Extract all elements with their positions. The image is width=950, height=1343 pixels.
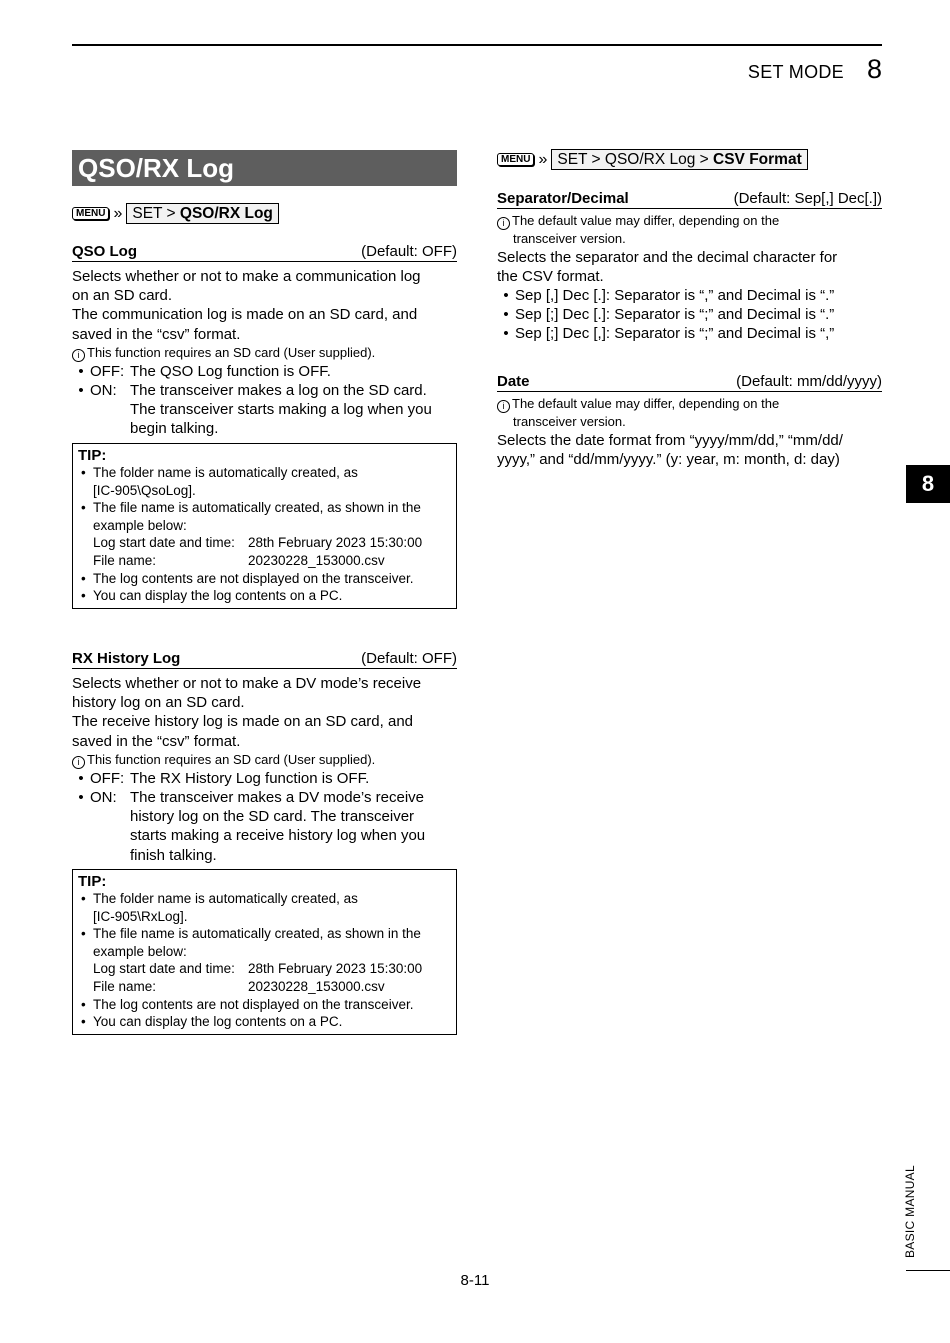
separator-note-cont: transceiver version. [513, 231, 626, 246]
rx-option-on: • ON: The transceiver makes a DV mode’s receive history log on the SD card. The transceiver starts making a receive history log when you finish talking. [78, 789, 426, 864]
qso-log-desc1: Selects whether or not to make a communication log [72, 268, 421, 285]
tip-item: • The log contents are not displayed on the transceiver. [81, 570, 414, 586]
menu-arrow: » [538, 150, 548, 168]
qso-log-note: i This function requires an SD card (User supplied). [72, 344, 457, 362]
tip-example-row: File name: 20230228_153000.csv [93, 978, 385, 994]
date-title: Date [497, 373, 530, 390]
rx-log-desc2: history log on an SD card. [72, 694, 245, 712]
left-menu-path [72, 203, 279, 224]
info-icon: i [72, 756, 85, 769]
tip-item: • The log contents are not displayed on the transceiver. [81, 996, 414, 1012]
tip-example-row: Log start date and time: 28th February 2023 15:30:00 [93, 535, 423, 551]
tip-item: • The file name is automatically created, as shown in the example below: [81, 926, 421, 959]
tip-item: • The folder name is automatically created, as [IC-905\RxLog]. [81, 891, 358, 924]
header-rule [72, 44, 882, 46]
chapter-tab: 8 [906, 465, 950, 503]
tip-example-row: File name: 20230228_153000.csv [93, 552, 385, 568]
tip-example-row: Log start date and time: 28th February 2023 15:30:00 [93, 961, 423, 977]
qso-log-desc4: saved in the “csv” format. [72, 325, 241, 343]
qso-log-heading [72, 243, 457, 262]
separator-title: Separator/Decimal [497, 190, 629, 207]
date-default: (Default: mm/dd/yyyy) [736, 373, 882, 390]
qso-option-on: • ON: The transceiver makes a log on the SD card. The transceiver starts making a log when you begin talking. [78, 382, 432, 438]
menu-path-box [126, 203, 279, 224]
header-chapter-number: 8 [866, 54, 882, 84]
header-section-title: SET MODE [747, 62, 844, 82]
rx-tip-box [72, 869, 457, 1035]
date-desc2: yyyy,” and “dd/mm/yyyy.” (y: year, m: month, d: day) [497, 450, 840, 468]
tip-item: • You can display the log contents on a PC. [81, 1014, 343, 1030]
menu-path-box [551, 149, 807, 170]
info-icon: i [497, 400, 510, 413]
separator-heading [497, 190, 882, 209]
separator-option: • Sep [;] Dec [.]: Separator is “;” and Decimal is “.” [503, 306, 835, 324]
menu-key-icon: MENU [72, 207, 109, 220]
path-prefix: SET > QSO/RX Log > [557, 151, 714, 168]
tip-title: TIP: [78, 873, 107, 890]
rx-log-title: RX History Log [72, 650, 181, 667]
rx-log-default: (Default: OFF) [361, 650, 457, 667]
qso-option-off: • OFF: The QSO Log function is OFF. [78, 362, 331, 380]
separator-option: • Sep [;] Dec [,]: Separator is “;” and Decimal is “,” [503, 325, 835, 343]
separator-desc1: Selects the separator and the decimal character for [497, 248, 838, 266]
side-rule [906, 1270, 950, 1271]
rx-log-desc4: saved in the “csv” format. [72, 732, 241, 750]
section-banner: QSO/RX Log [72, 150, 457, 186]
rx-log-desc3: The receive history log is made on an SD card, and [72, 713, 414, 731]
qso-log-desc3: The communication log is made on an SD card, and [72, 306, 418, 324]
info-icon: i [497, 217, 510, 230]
menu-arrow: » [113, 204, 123, 222]
separator-note: i The default value may differ, depending on the [497, 212, 882, 230]
qso-log-desc2: on an SD card. [72, 287, 173, 305]
separator-desc2: the CSV format. [497, 267, 604, 285]
rx-log-section [72, 650, 457, 865]
right-menu-path [497, 149, 808, 170]
tip-item: • The file name is automatically created, as shown in the example below: [81, 500, 421, 533]
menu-key-icon: MENU [497, 153, 534, 166]
rx-option-off: • OFF: The RX History Log function is OFF. [78, 769, 370, 787]
tip-item: • You can display the log contents on a PC. [81, 588, 343, 604]
rx-log-note: i This function requires an SD card (User supplied). [72, 751, 457, 769]
date-heading [497, 373, 882, 392]
date-desc1: Selects the date format from “yyyy/mm/dd,” “mm/dd/ [497, 431, 843, 449]
qso-log-default: (Default: OFF) [361, 243, 457, 260]
separator-section [497, 190, 882, 344]
date-note-cont: transceiver version. [513, 414, 626, 429]
date-section [497, 373, 882, 469]
side-label: BASIC MANUAL [903, 1165, 917, 1258]
separator-option: • Sep [,] Dec [.]: Separator is “,” and Decimal is “.” [503, 286, 835, 304]
rx-log-heading [72, 650, 457, 669]
rx-log-desc1: Selects whether or not to make a DV mode’s receive [72, 675, 422, 692]
path-prefix: SET > [132, 205, 180, 222]
tip-title: TIP: [78, 447, 107, 464]
separator-default: (Default: Sep[,] Dec[.]) [733, 190, 882, 207]
date-note: i The default value may differ, depending on the [497, 395, 882, 413]
qso-log-section [72, 243, 457, 439]
qso-tip-box [72, 443, 457, 609]
qso-log-title: QSO Log [72, 243, 137, 260]
path-current: QSO/RX Log [179, 205, 273, 222]
tip-item: • The folder name is automatically created, as [IC-905\QsoLog]. [81, 465, 358, 498]
page-number: 8-11 [460, 1272, 490, 1289]
info-icon: i [72, 349, 85, 362]
path-current: CSV Format [713, 151, 802, 168]
